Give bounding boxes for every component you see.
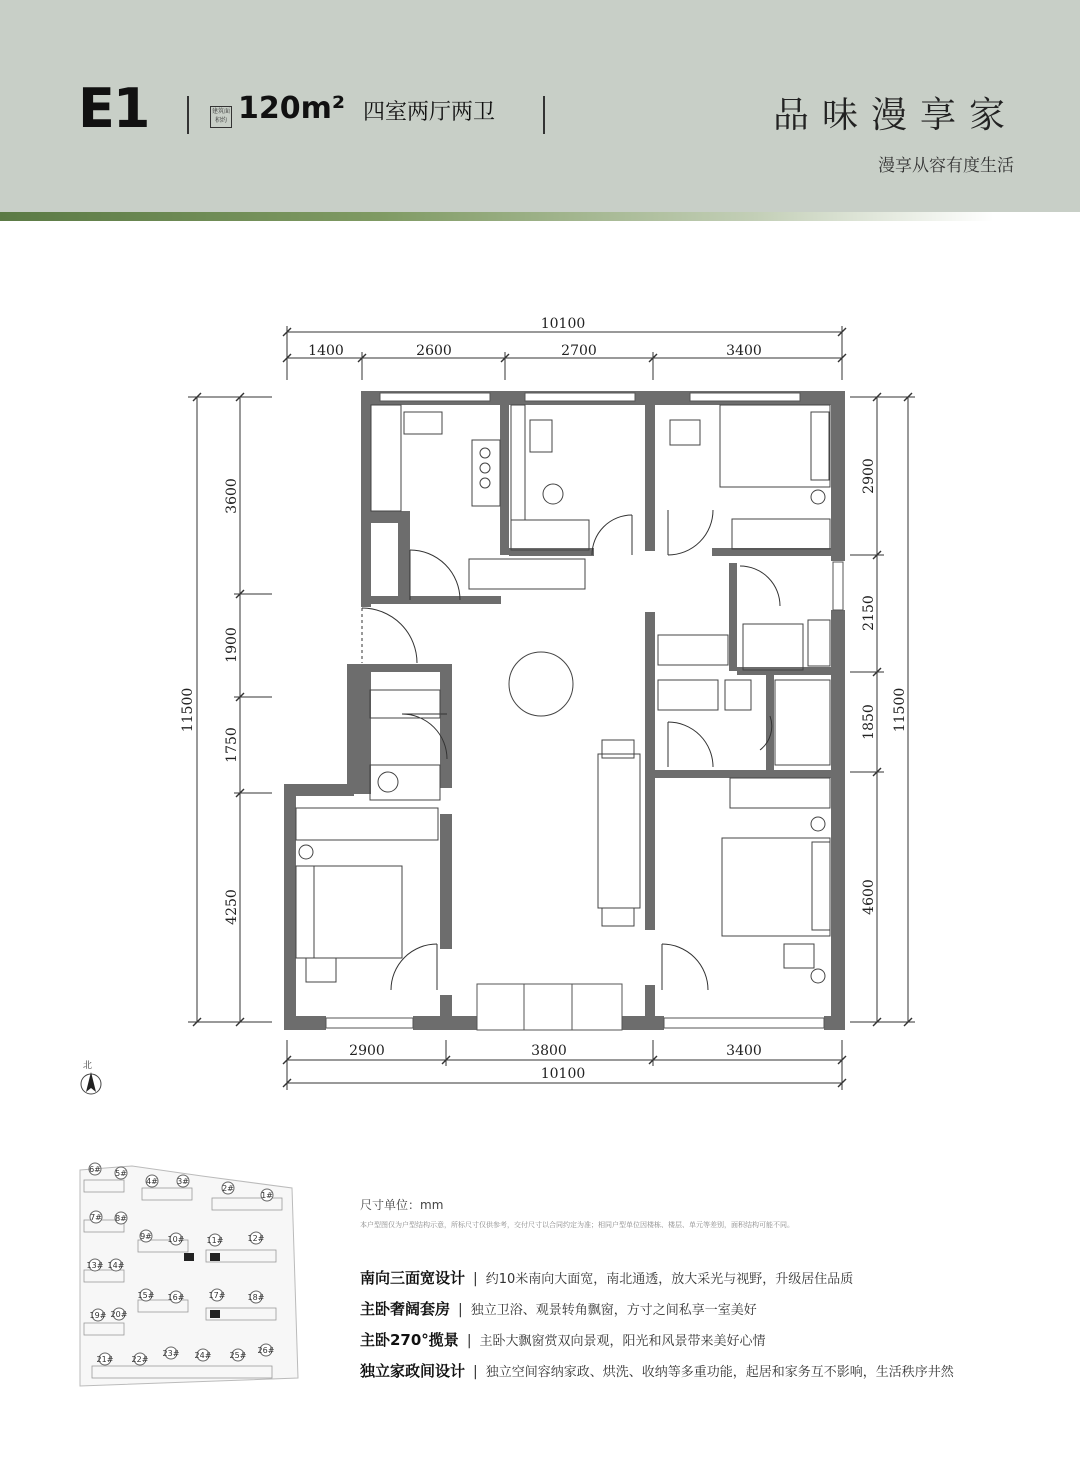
dim-top-total: 10100 [540, 316, 586, 332]
feature-desc: 约10米南向大面宽，南北通透，放大采光与视野，升级居住品质 [485, 1272, 854, 1287]
dim-top-segment: 2700 [561, 343, 597, 359]
area-tag-badge: 建筑面积约 [210, 106, 232, 128]
building-label: 5# [115, 1169, 127, 1178]
unit-note: 尺寸单位：mm [360, 1198, 444, 1212]
dim-bottom-segment: 3400 [726, 1043, 762, 1059]
feature-item: 主卧奢阔套房 | 独立卫浴、观景转角飘窗，方寸之间私享一室美好 [360, 1300, 757, 1318]
feature-desc: 独立空间容纳家政、烘洗、收纳等多重功能，起居和家务互不影响，生活秩序井然 [485, 1365, 954, 1380]
windows [326, 393, 843, 1030]
dim-left-segment: 1750 [224, 727, 240, 763]
feature-title: 南向三面宽设计 [360, 1269, 466, 1287]
building-label: 19# [89, 1311, 107, 1320]
dim-left-segment: 3600 [224, 478, 240, 514]
dim-bottom-total: 10100 [540, 1066, 586, 1082]
building-label: 3# [177, 1177, 189, 1186]
feature-item: 南向三面宽设计 | 约10米南向大面宽，南北通透，放大采光与视野，升级居住品质 [360, 1269, 854, 1287]
building-label: 8# [115, 1214, 127, 1223]
building-label: 15# [137, 1291, 155, 1300]
doors [362, 510, 780, 990]
feature-title: 主卧270°揽景 [360, 1331, 459, 1349]
furniture [296, 405, 830, 983]
building-label: 2# [222, 1184, 234, 1193]
building-label: 22# [131, 1355, 149, 1364]
building-label: 10# [167, 1235, 185, 1244]
highlight-block [184, 1253, 194, 1261]
dim-right-segment: 1850 [861, 704, 877, 740]
building-label: 21# [96, 1355, 114, 1364]
dim-left-total: 11500 [180, 687, 196, 733]
dim-right-segment: 2150 [861, 595, 877, 631]
feature-item: 主卧270°揽景 | 主卧大飘窗赏双向景观，阳光和风景带来美好心情 [360, 1331, 766, 1349]
dim-right-segment: 2900 [861, 458, 877, 494]
site-plan [72, 1158, 302, 1390]
slogan: 品味漫享家 [772, 95, 1018, 136]
subslogan: 漫享从容有度生活 [878, 156, 1014, 176]
building-label: 18# [247, 1293, 265, 1302]
dim-top-segment: 2600 [416, 343, 452, 359]
building-label: 9# [140, 1232, 152, 1241]
building-label: 17# [208, 1291, 226, 1300]
highlight-block [210, 1253, 220, 1261]
building-label: 12# [247, 1234, 265, 1243]
building-label: 13# [86, 1261, 104, 1270]
north-arrow-icon [78, 1058, 104, 1098]
highlight-block [210, 1310, 220, 1318]
dim-bottom-segment: 3800 [531, 1043, 567, 1059]
building-label: 14# [107, 1261, 125, 1270]
dim-bottom-segment: 2900 [349, 1043, 385, 1059]
building-label: 7# [90, 1213, 102, 1222]
building-label: 1# [261, 1191, 273, 1200]
feature-title: 独立家政间设计 [360, 1362, 466, 1380]
dim-right-total: 11500 [892, 687, 908, 733]
dim-top-segment: 1400 [308, 343, 344, 359]
building-label: 20# [110, 1310, 128, 1319]
layout-type: 四室两厅两卫 [363, 100, 496, 125]
unit-area: 120m² [238, 91, 346, 126]
feature-desc: 独立卫浴、观景转角飘窗，方寸之间私享一室美好 [470, 1303, 757, 1318]
building-label: 4# [146, 1177, 158, 1186]
building-label: 16# [167, 1293, 185, 1302]
building-label: 24# [194, 1351, 212, 1360]
disclaimer: 本户型图仅为户型结构示意，所标尺寸仅供参考，交付尺寸以合同约定为准；相同户型单位因楼栋、楼层、单元等差别，面积结构可能不同。 [360, 1221, 794, 1229]
dim-top-segment: 3400 [726, 343, 762, 359]
building-label: 11# [206, 1236, 224, 1245]
feature-title: 主卧奢阔套房 [360, 1300, 451, 1318]
unit-code: E1 [78, 77, 149, 140]
building-label: 26# [257, 1346, 275, 1355]
feature-desc: 主卧大飘窗赏双向景观，阳光和风景带来美好心情 [479, 1334, 766, 1349]
dim-left-segment: 1900 [224, 627, 240, 663]
compass-label: 北 [83, 1061, 93, 1071]
dim-left-segment: 4250 [224, 889, 240, 925]
feature-item: 独立家政间设计 | 独立空间容纳家政、烘洗、收纳等多重功能，起居和家务互不影响，生活秩序井然 [360, 1362, 954, 1380]
building-label: 23# [162, 1349, 180, 1358]
building-label: 6# [89, 1165, 101, 1174]
dim-right-segment: 4600 [861, 879, 877, 915]
building-label: 25# [229, 1351, 247, 1360]
